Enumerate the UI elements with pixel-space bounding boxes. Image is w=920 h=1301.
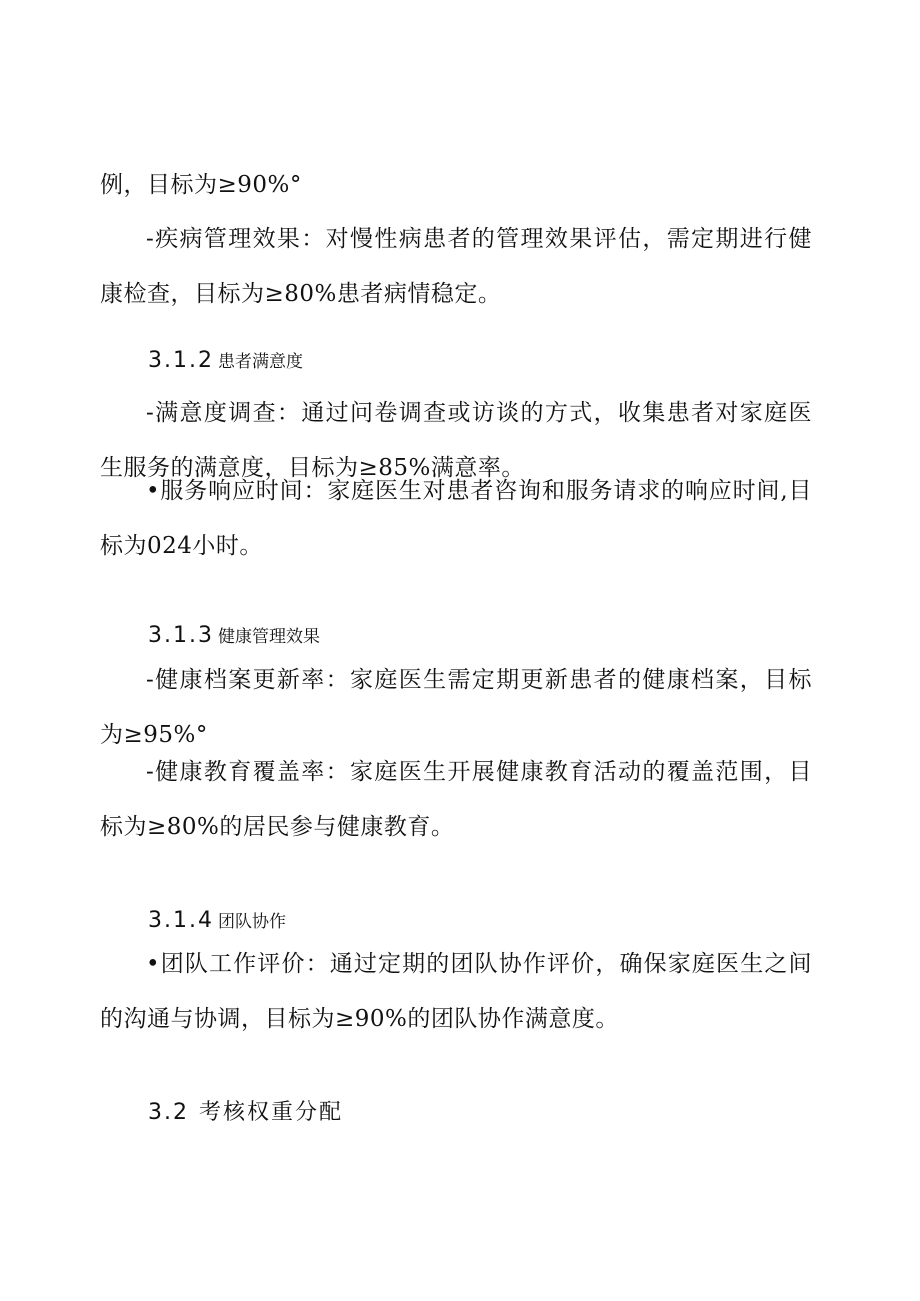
section-heading-3-1-3 [148, 621, 320, 652]
section-number: 3.1.3 [148, 623, 214, 648]
section-heading-3-1-4 [148, 906, 286, 937]
section-title: 团队协作 [217, 912, 286, 932]
paragraph-satisfaction-survey: -满意度调查：通过问卷调查或访谈的方式，收集患者对家庭医生服务的满意度，目标为≥85%满意率。 [100, 400, 812, 481]
paragraph-education-coverage: -健康教育覆盖率：家庭医生开展健康教育活动的覆盖范围，目标为≥80%的居民参与健康教育。 [100, 759, 812, 840]
section-number: 3.2 [148, 1100, 189, 1125]
paragraph-team-evaluation: •团队工作评价：通过定期的团队协作评价，确保家庭医生之间的沟通与协调，目标为≥90%的团队协作满意度。 [100, 951, 812, 1032]
paragraph-response-time: •服务响应时间：家庭医生对患者咨询和服务请求的响应时间,目标为024小时。 [100, 478, 812, 559]
section-title: 考核权重分配 [199, 1100, 344, 1125]
paragraph-record-update-rate: -健康档案更新率：家庭医生需定期更新患者的健康档案，目标为≥95%° [100, 667, 812, 748]
section-title: 健康管理效果 [217, 627, 320, 647]
paragraph-disease-management: -疾病管理效果：对慢性病患者的管理效果评估，需定期进行健康检查，目标为≥80%患者病情稳定。 [100, 226, 812, 307]
section-title: 患者满意度 [217, 352, 303, 372]
section-heading-3-1-2 [148, 346, 303, 377]
section-heading-3-2 [148, 1098, 343, 1128]
section-number: 3.1.4 [148, 908, 214, 933]
paragraph-satisfaction-continued: 例，目标为≥90%° [100, 172, 302, 198]
section-number: 3.1.2 [148, 348, 214, 373]
